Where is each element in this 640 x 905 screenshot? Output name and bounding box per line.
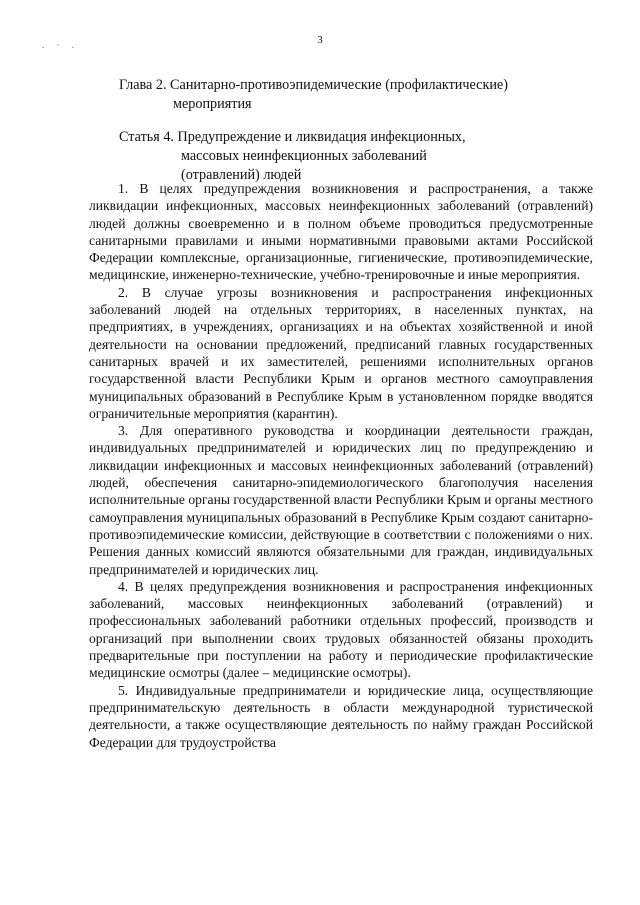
chapter-heading [119, 76, 589, 114]
paragraph-5: 5. Индивидуальные предприниматели и юридические лица, осуществляющие предпринимательскую деятельность в области международной туристической деятельности, а также осуществляющие деятельность по найму граждан Российской Федерации для трудоустройства [89, 682, 593, 750]
page-number: 3 [317, 34, 323, 46]
paragraph-4: 4. В целях предупреждения возникновения и распространения инфекционных заболеваний, массовых неинфекционных заболеваний (отравлений) и профессиональных заболеваний работники отдельных профессий, производств и организаций при выполнении своих трудовых обязанностей обязаны проходить предварительные при поступлении на работу и периодические профилактические медицинские осмотры (далее – медицинские осмотры). [89, 578, 593, 681]
article-heading-line3: (отравлений) людей [181, 167, 302, 183]
article-heading [119, 128, 589, 185]
article-body [89, 180, 593, 751]
paragraph-2: 2. В случае угрозы возникновения и распространения инфекционных заболеваний людей на отдельных территориях, в населенных пунктах, на предприятиях, в учреждениях, организациях и на объектах хозяйственной и иной деятельности на основании предложений, предписаний главных государственных санитарных врачей и их заместителей, решениями исполнительных органов государственной власти Республики Крым и органов местного самоуправления муниципальных образований в Республике Крым в установленном порядке вводятся ограничительные мероприятия (карантин). [89, 284, 593, 421]
article-heading-line2: массовых неинфекционных заболеваний [181, 148, 427, 164]
chapter-heading-line1: Глава 2. Санитарно-противоэпидемические (профилактические) [119, 77, 508, 93]
paragraph-1: 1. В целях предупреждения возникновения и распространения, а также ликвидации инфекционных, массовых неинфекционных заболеваний (отравлений) людей должны своевременно и в полном объеме проводиться предусмотренные санитарными правилами и иными нормативными правовыми актами Российской Федерации комплексные, организационные, гигиенические, противоэпидемические, медицинские, инженерно-технические, учебно-тренировочные и иные мероприятия. [89, 181, 593, 283]
scan-specks: . · . [42, 40, 79, 50]
paragraph-3: 3. Для оперативного руководства и координации деятельности граждан, индивидуальных предпринимателей и юридических лиц по предупреждению и ликвидации инфекционных и массовых неинфекционных заболеваний (отравлений) людей, обеспечения санитарно-эпидемиологического благополучия населения исполнительные органы государственной власти Республики Крым и органы местного самоуправления муниципальных образований в Республике Крым создают санитарно-противоэпидемические комиссии, действующие в соответствии с положениями о них. Решения данных комиссий являются обязательными для граждан, индивидуальных предпринимателей и юридических лиц. [89, 423, 593, 577]
chapter-heading-line2: мероприятия [173, 96, 252, 112]
article-heading-line1: Статья 4. Предупреждение и ликвидация инфекционных, [119, 129, 466, 145]
